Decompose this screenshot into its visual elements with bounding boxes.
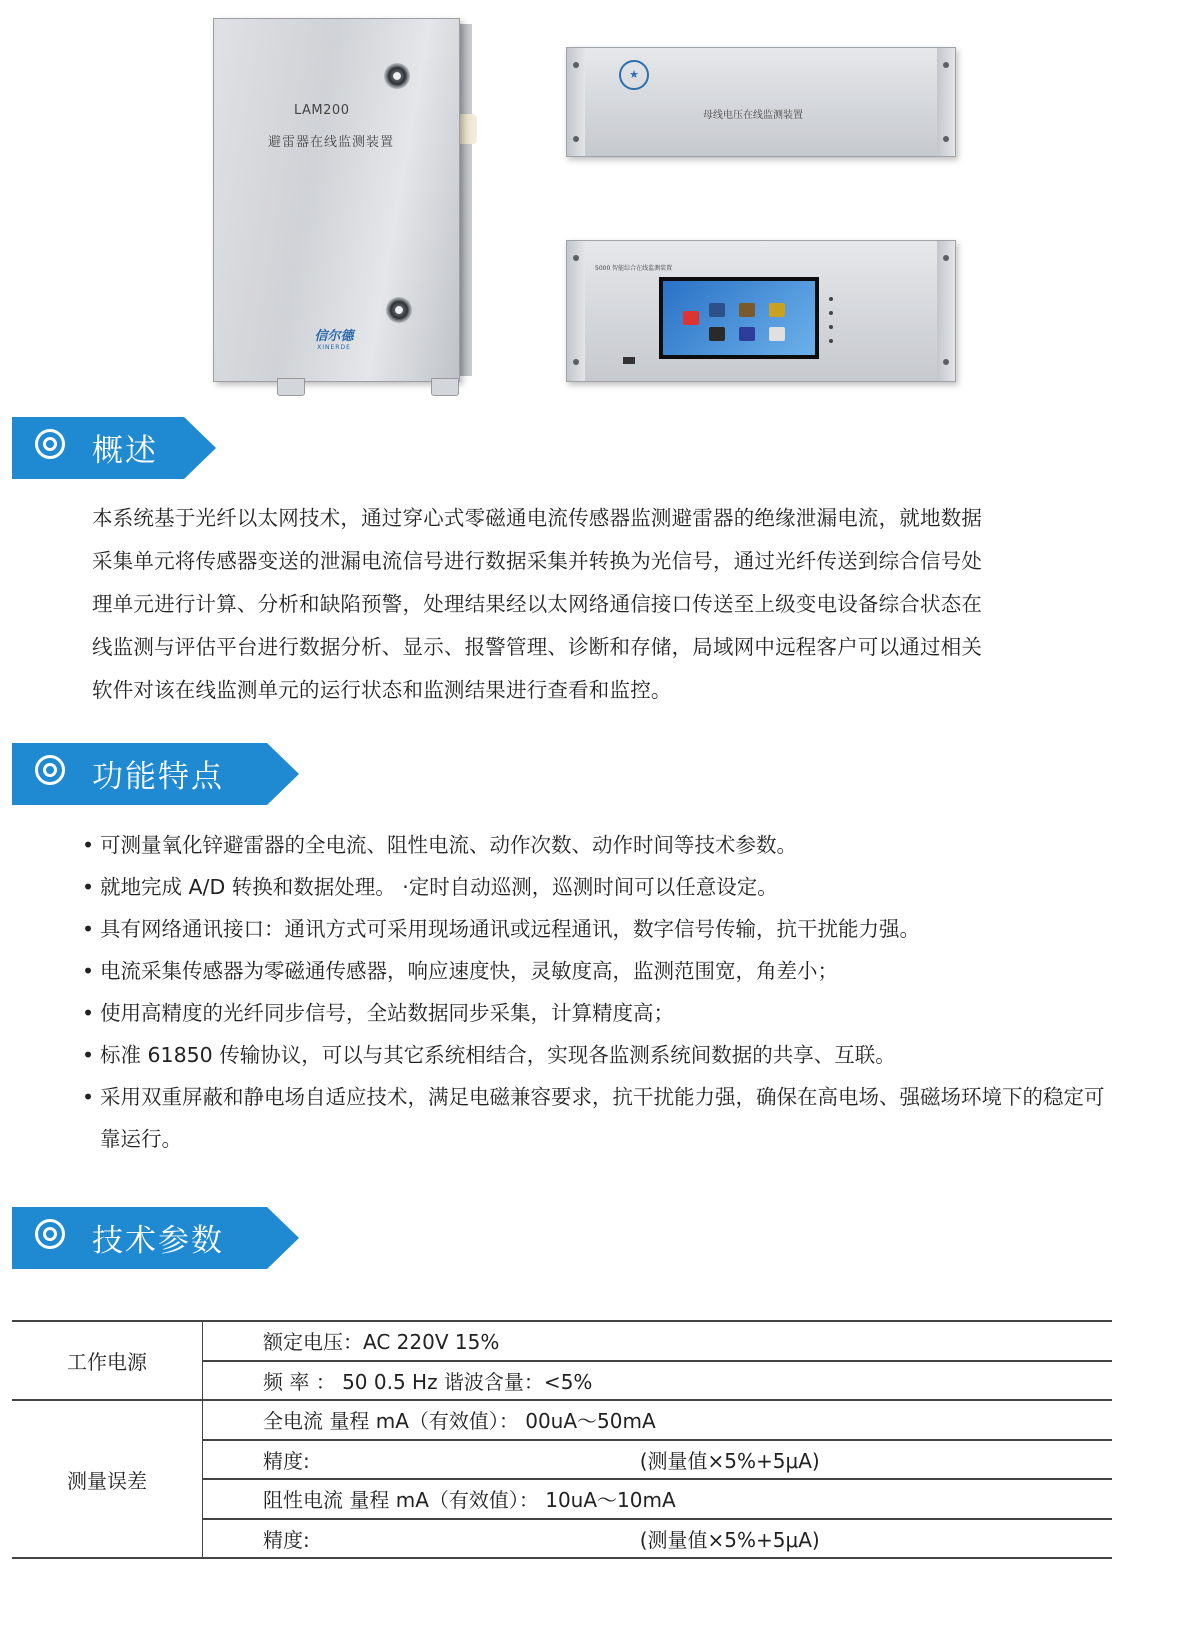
spec-category-error: 测量误差	[12, 1400, 203, 1558]
target-icon	[35, 1219, 65, 1249]
feature-item: • 就地完成 A/D 转换和数据处理。 ·定时自动巡测，巡测时间可以任意设定。	[80, 866, 1110, 908]
overview-line: 软件对该在线监测单元的运行状态和监测结果进行查看和监控。	[92, 678, 672, 702]
overview-line: 本系统基于光纤以太网技术，通过穿心式零磁通电流传感器监测避雷器的绝缘泄漏电流，就地数据	[92, 506, 983, 530]
spec-value: 频 率 ： 50 0.5 Hz 谐波含量：<5%	[203, 1361, 1113, 1401]
precision-label: 精度:	[263, 1527, 310, 1552]
box-model-label: LAM200	[294, 103, 350, 118]
brand-logo-cn: 信尔德	[314, 329, 354, 344]
overview-line: 线监测与评估平台进行数据分析、显示、报警管理、诊断和存储，局域网中远程客户可以通过相关	[92, 635, 983, 659]
spec-value: 阻性电流 量程 mA（有效值）： 10uA～10mA	[203, 1479, 1113, 1519]
status-led-icon	[829, 339, 833, 343]
table-row	[12, 1400, 1112, 1440]
precision-label: 精度:	[263, 1448, 310, 1473]
overview-line: 理单元进行计算、分析和缺陷预警，处理结果经以太网络通信接口传送至上级变电设备综合状态在	[92, 592, 983, 616]
cable-gland	[457, 114, 477, 144]
usb-port-icon	[623, 357, 635, 364]
overview-title: 概述	[92, 433, 158, 469]
emblem-icon: ★	[619, 60, 649, 90]
touch-screen	[659, 277, 819, 359]
overview-header	[12, 417, 184, 479]
feature-list	[80, 824, 1110, 1160]
box-front-panel	[213, 18, 460, 382]
monitoring-rack-image	[566, 240, 956, 382]
rack-ear	[937, 241, 955, 381]
feature-item: • 可测量氧化锌避雷器的全电流、阻性电流、动作次数、动作时间等技术参数。	[80, 824, 1110, 866]
feature-item: • 采用双重屏蔽和静电场自适应技术，满足电磁兼容要求，抗干扰能力强，确保在高电场、强磁场环境下的稳定可靠运行。	[80, 1076, 1110, 1160]
brand-logo	[304, 325, 364, 351]
overview-line: 采集单元将传感器变送的泄漏电流信号进行数据采集并转换为光信号，通过光纤传送到综合信号处	[92, 549, 983, 573]
features-header	[12, 743, 267, 805]
rack-ear	[937, 48, 955, 156]
feature-item: • 具有网络通讯接口：通讯方式可采用现场通讯或远程通讯，数字信号传输，抗干扰能力强。	[80, 908, 1110, 950]
feature-item: • 电流采集传感器为零磁通传感器，响应速度快，灵敏度高，监测范围宽，角差小；	[80, 950, 1110, 992]
spec-table	[12, 1320, 1112, 1559]
feature-item: • 标准 61850 传输协议，可以与其它系统相结合，实现各监测系统间数据的共享、互联。	[80, 1034, 1110, 1076]
status-led-icon	[829, 325, 833, 329]
lock-icon	[384, 63, 410, 89]
rack2-title-label: 5000 智能综合在线监测装置	[595, 265, 673, 272]
status-led-icon	[829, 311, 833, 315]
spec-category-power: 工作电源	[12, 1321, 203, 1400]
lock-icon	[386, 297, 412, 323]
target-icon	[35, 429, 65, 459]
box-side-panel	[458, 24, 472, 376]
brand-logo-en: XINERDE	[317, 344, 351, 351]
rack1-title-label: 母线电压在线监测装置	[703, 110, 803, 121]
mounting-foot	[277, 378, 305, 396]
spec-value	[203, 1519, 1113, 1559]
target-icon	[35, 755, 65, 785]
rack-ear	[567, 48, 585, 156]
table-row	[12, 1321, 1112, 1361]
precision-value: (测量值×5%+5μA)	[639, 1527, 820, 1552]
lam200-box-image	[213, 18, 471, 396]
spec-value: 全电流 量程 mA（有效值）： 00uA～50mA	[203, 1400, 1113, 1440]
overview-paragraph	[92, 497, 1110, 712]
mounting-foot	[431, 378, 459, 396]
bus-voltage-rack-image	[566, 47, 956, 157]
specs-title: 技术参数	[92, 1223, 224, 1259]
precision-value: (测量值×5%+5μA)	[639, 1448, 820, 1473]
rack-ear	[567, 241, 585, 381]
feature-item: • 使用高精度的光纤同步信号，全站数据同步采集，计算精度高；	[80, 992, 1110, 1034]
features-title: 功能特点	[92, 759, 224, 795]
box-title-label: 避雷器在线监测装置	[268, 135, 395, 150]
spec-value: 额定电压：AC 220V 15%	[203, 1321, 1113, 1361]
spec-value	[203, 1440, 1113, 1480]
specs-header	[12, 1207, 267, 1269]
status-led-icon	[829, 297, 833, 301]
